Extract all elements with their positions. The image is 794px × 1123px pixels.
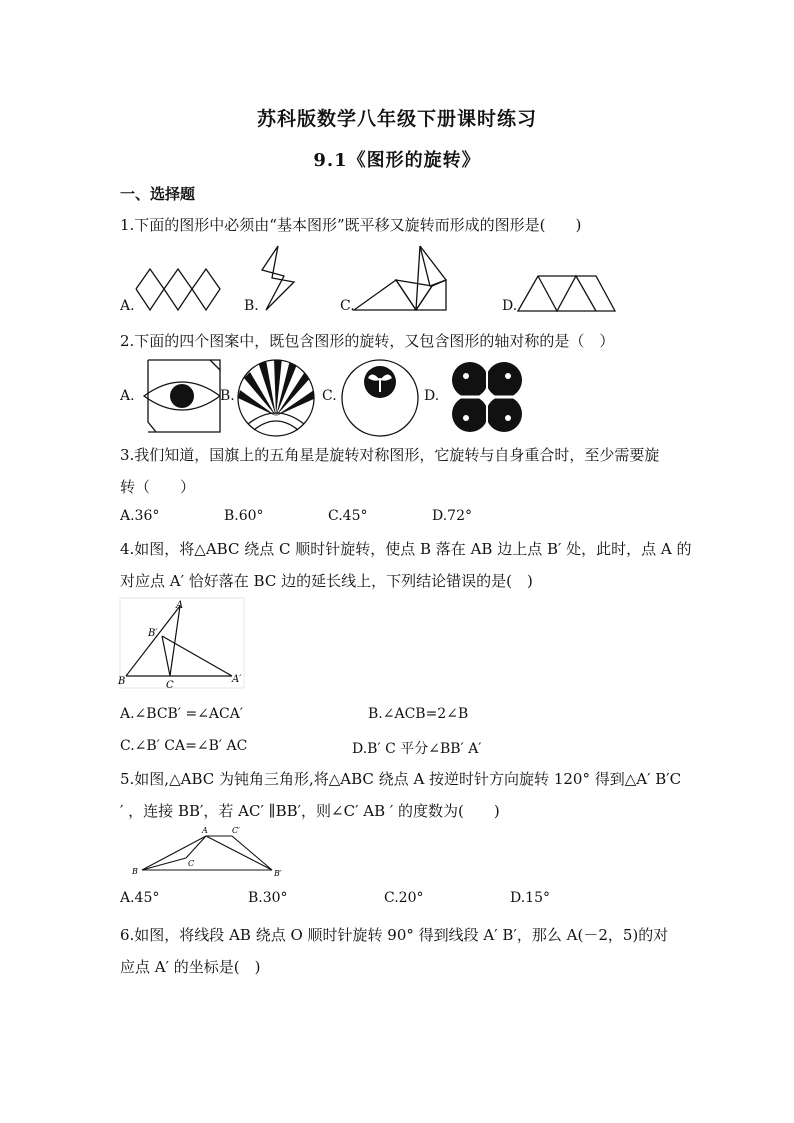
q4-label-b-prime: B′ <box>148 628 158 639</box>
q5-option-a: A.45° <box>120 890 160 906</box>
question-3-text-line-2: 转（ ） <box>120 478 196 496</box>
q2-option-d-label: D. <box>424 388 440 404</box>
q1-option-c-label: C. <box>340 298 355 314</box>
q2-figure-a <box>142 358 224 434</box>
q2-option-c-label: C. <box>322 388 337 404</box>
q4-option-b: B.∠ACB=2∠B <box>368 706 469 722</box>
question-2-text: 2.下面的四个图案中，既包含图形的旋转，又包含图形的轴对称的是（ ） <box>120 332 615 350</box>
q4-option-d: D.B′ C 平分∠BB′ A′ <box>352 741 482 757</box>
question-4-text-line-1: 4.如图，将△ABC 绕点 C 顺时针旋转，使点 B 落在 AB 边上点 B′ 处，此时，点 A 的 <box>120 540 692 558</box>
q5-label-b: B <box>132 867 138 876</box>
question-5-text-line-1: 5.如图,△ABC 为钝角三角形,将△ABC 绕点 A 按逆时针方向旋转 120° 得到△A′ B′C <box>120 770 682 788</box>
q2-figure-d <box>450 360 524 434</box>
page-title: 苏科版数学八年级下册课时练习 <box>256 108 537 130</box>
q5-option-c: C.20° <box>384 890 424 906</box>
q1-option-b-label: B. <box>244 298 259 314</box>
q5-label-c-prime: C′ <box>232 826 240 835</box>
q1-figure-b <box>258 246 302 312</box>
question-3-text-line-1: 3.我们知道，国旗上的五角星是旋转对称图形，它旋转与自身重合时，至少需要旋 <box>120 446 660 464</box>
question-6-text-line-2: 应点 A′ 的坐标是( ) <box>120 958 261 976</box>
q4-figure <box>116 596 248 692</box>
q4-label-a: A <box>176 600 184 611</box>
q5-label-b-prime: B′ <box>274 869 282 878</box>
q3-option-a: A.36° <box>120 508 160 524</box>
q4-label-b: B <box>118 676 126 687</box>
q1-option-d-label: D. <box>502 298 518 314</box>
q5-figure <box>130 822 282 878</box>
q1-figure-d <box>518 274 616 314</box>
q4-label-c: C <box>166 680 174 691</box>
q1-figure-c <box>354 246 450 312</box>
q2-option-a-label: A. <box>120 388 135 404</box>
q2-figure-c <box>338 358 422 442</box>
q4-option-c: C.∠B′ CA=∠B′ AC <box>120 738 248 754</box>
q5-label-a: A <box>202 826 208 835</box>
q1-option-a-label: A. <box>120 298 135 314</box>
page-subtitle: 9.1《图形的旋转》 <box>313 150 481 171</box>
question-5-text-line-2: ′ ，连接 BB′，若 AC′ ∥BB′，则∠C′ AB ′ 的度数为( ) <box>120 802 500 820</box>
q2-option-b-label: B. <box>220 388 235 404</box>
question-4-text-line-2: 对应点 A′ 恰好落在 BC 边的延长线上，下列结论错误的是( ) <box>120 572 533 590</box>
q3-option-d: D.72° <box>432 508 472 524</box>
section-heading: 一、选择题 <box>120 185 196 203</box>
q4-option-a: A.∠BCB′ =∠ACA′ <box>120 706 244 722</box>
question-1-text: 1.下面的图形中必须由“基本图形”既平移又旋转而形成的图形是( ) <box>120 216 582 234</box>
q5-option-d: D.15° <box>510 890 550 906</box>
q5-option-b: B.30° <box>248 890 288 906</box>
q5-label-c: C <box>188 859 195 868</box>
question-6-text-line-1: 6.如图，将线段 AB 绕点 O 顺时针旋转 90° 得到线段 A′ B′，那么 A(－2，5)的对 <box>120 926 669 944</box>
q4-label-a-prime: A′ <box>232 674 242 685</box>
q3-option-c: C.45° <box>328 508 368 524</box>
q3-option-b: B.60° <box>224 508 264 524</box>
q2-figure-b <box>236 358 316 438</box>
q1-figure-a <box>136 268 222 312</box>
